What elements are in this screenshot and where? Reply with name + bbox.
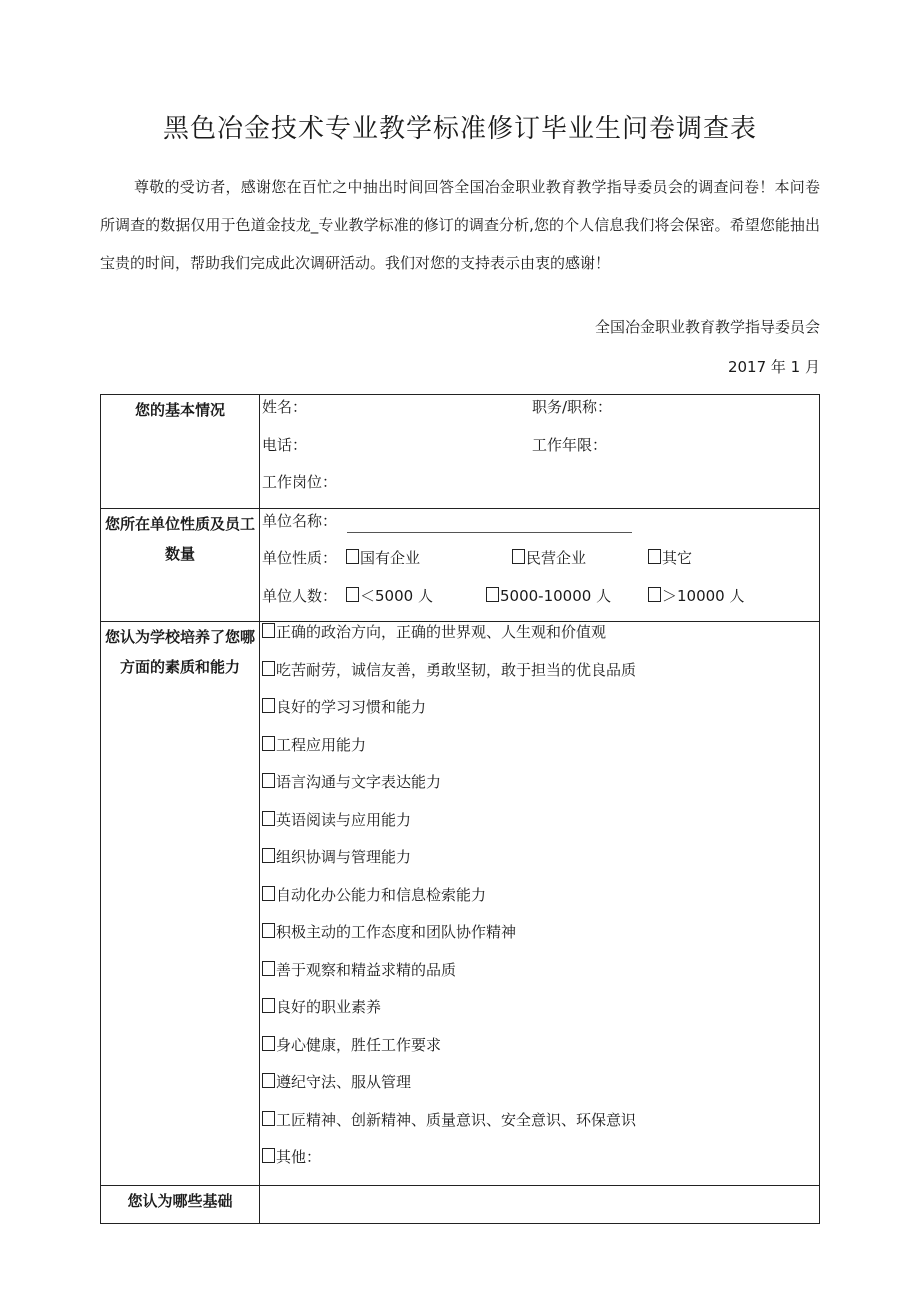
checkbox-icon <box>262 623 275 638</box>
quality-option-label: 语言沟通与文字表达能力 <box>276 773 442 791</box>
quality-option-label: 自动化办公能力和信息检索能力 <box>276 885 487 904</box>
unit-info-cell <box>260 508 820 622</box>
foundation-answer-cell[interactable] <box>260 1185 820 1223</box>
name-field[interactable]: 姓名： <box>262 398 308 416</box>
qualities-cell <box>260 622 820 1186</box>
organization-signature: 全国冶金职业教育教学指导委员会 <box>594 318 820 336</box>
basic-row-2 <box>260 433 819 471</box>
checkbox-icon <box>346 587 359 602</box>
quality-option[interactable] <box>260 697 819 735</box>
basic-row-3 <box>260 470 819 508</box>
unit-type-option-state[interactable]: 国有企业 <box>346 546 420 570</box>
quality-option-label: 善于观察和精益求精的品质 <box>276 960 457 979</box>
document-date: 2017 年 1 月 <box>727 358 820 376</box>
checkbox-icon <box>262 848 275 863</box>
checkbox-icon <box>262 1148 275 1163</box>
qualities-row <box>101 622 820 1186</box>
unit-info-label: 您所在单位性质及员工数量 <box>101 508 260 622</box>
quality-option-label: 正确的政治方向，正确的世界观、人生观和价值观 <box>276 623 607 641</box>
unit-size-row <box>260 584 819 622</box>
checkbox-icon <box>512 549 525 564</box>
unit-size-label: 单位人数： <box>262 586 338 605</box>
checkbox-icon <box>262 1036 275 1051</box>
quality-option-label: 组织协调与管理能力 <box>276 848 412 866</box>
quality-option[interactable] <box>260 622 819 660</box>
quality-option-label: 遵纪守法、服从管理 <box>276 1073 412 1091</box>
unit-name-row <box>260 509 819 547</box>
survey-table <box>100 394 820 1224</box>
quality-option-label: 工匠精神、创新精神、质量意识、安全意识、环保意识 <box>276 1110 637 1129</box>
quality-option-label: 吃苦耐劳，诚信友善，勇敢坚韧，敢于担当的优良品质 <box>276 660 637 679</box>
checkbox-icon <box>346 549 359 564</box>
phone-field[interactable]: 电话： <box>262 435 308 454</box>
quality-option-label: 身心健康，胜任工作要求 <box>276 1035 442 1054</box>
quality-option-label: 积极主动的工作态度和团队协作精神 <box>276 923 517 941</box>
checkbox-icon <box>262 1073 275 1088</box>
checkbox-icon <box>262 998 275 1013</box>
checkbox-icon <box>486 587 499 602</box>
unit-type-option-other[interactable]: 其它 <box>648 546 692 570</box>
foundation-row <box>101 1185 820 1223</box>
checkbox-icon <box>262 773 275 788</box>
quality-option-label: 良好的职业素养 <box>276 998 382 1016</box>
quality-option-label: 其他： <box>276 1148 322 1166</box>
quality-option[interactable] <box>260 885 819 923</box>
checkbox-icon <box>262 961 275 976</box>
quality-option-label: 工程应用能力 <box>276 735 367 754</box>
unit-name-label: 单位名称： <box>262 511 338 530</box>
checkbox-icon <box>262 661 275 676</box>
basic-row-1 <box>260 395 819 433</box>
checkbox-icon <box>262 698 275 713</box>
quality-option[interactable] <box>260 1147 819 1185</box>
page-title: 黑色冶金技术专业教学标准修订毕业生问卷调查表 <box>162 114 757 144</box>
post-field[interactable]: 工作岗位： <box>262 473 338 491</box>
unit-size-option-large[interactable]: ＞10000 人 <box>648 584 745 608</box>
quality-option[interactable] <box>260 960 819 998</box>
quality-option[interactable] <box>260 922 819 960</box>
qualities-list <box>260 622 819 1185</box>
quality-option[interactable] <box>260 660 819 698</box>
position-field[interactable]: 职务/职称： <box>532 398 613 416</box>
quality-option[interactable] <box>260 772 819 810</box>
years-field[interactable]: 工作年限： <box>532 435 608 454</box>
checkbox-icon <box>648 587 661 602</box>
checkbox-icon <box>262 923 275 938</box>
unit-type-label: 单位性质： <box>262 549 338 567</box>
unit-info-row <box>101 508 820 622</box>
quality-option[interactable] <box>260 1110 819 1148</box>
quality-option[interactable] <box>260 810 819 848</box>
unit-size-option-small[interactable]: ＜5000 人 <box>346 584 433 608</box>
unit-name-input[interactable] <box>347 515 632 533</box>
unit-size-option-medium[interactable]: 5000-10000 人 <box>486 584 611 608</box>
unit-type-row <box>260 546 819 584</box>
quality-option-label: 良好的学习习惯和能力 <box>276 698 427 716</box>
basic-info-cell <box>260 395 820 509</box>
checkbox-icon <box>648 549 661 564</box>
checkbox-icon <box>262 736 275 751</box>
quality-option[interactable] <box>260 1072 819 1110</box>
quality-option[interactable] <box>260 997 819 1035</box>
quality-option[interactable] <box>260 1035 819 1073</box>
quality-option[interactable] <box>260 847 819 885</box>
basic-info-label: 您的基本情况 <box>101 395 260 509</box>
foundation-label: 您认为哪些基础 <box>101 1185 260 1223</box>
basic-info-row <box>101 395 820 509</box>
quality-option[interactable] <box>260 735 819 773</box>
unit-type-option-private[interactable]: 民营企业 <box>512 546 586 570</box>
intro-paragraph: 尊敬的受访者，感谢您在百忙之中抽出时间回答全国冶金职业教育教学指导委员会的调查问卷！本问卷所调查的数据仅用于色道金技龙_专业教学标准的修订的调查分析,您的个人信息我们将会保密。希望您能抽出宝贵的时间，帮助我们完成此次调研活动。我们对您的支持表示由衷的感谢！ <box>100 178 820 272</box>
checkbox-icon <box>262 886 275 901</box>
qualities-label: 您认为学校培养了您哪方面的素质和能力 <box>101 622 260 1186</box>
checkbox-icon <box>262 811 275 826</box>
quality-option-label: 英语阅读与应用能力 <box>276 810 412 829</box>
checkbox-icon <box>262 1111 275 1126</box>
